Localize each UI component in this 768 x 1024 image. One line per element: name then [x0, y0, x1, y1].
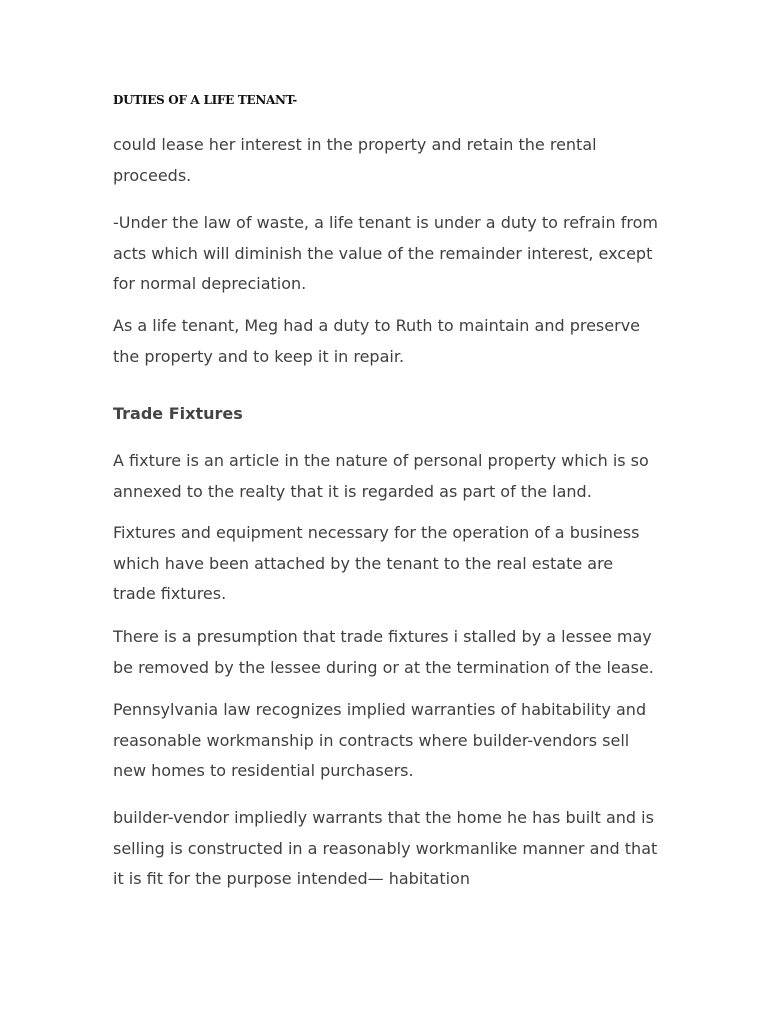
paragraph-duty-to-maintain: As a life tenant, Meg had a duty to Ruth to maintain and preserve the property and to keep it in repair. [113, 316, 640, 366]
paragraph-law-of-waste: -Under the law of waste, a life tenant is under a duty to refrain from acts which will diminish the value of the remainder interest, except for normal depreciation. [113, 213, 658, 293]
paragraph-removal-presumption: There is a presumption that trade fixtures i stalled by a lessee may be removed by the lessee during or at the termination of the lease. [113, 627, 654, 677]
paragraph-fixture-definition: A fixture is an article in the nature of personal property which is so annexed to the realty that it is regarded as part of the land. [113, 451, 649, 501]
document-title: DUTIES OF A LIFE TENANT- [113, 93, 297, 107]
paragraph-lease-interest: could lease her interest in the property and retain the rental proceeds. [113, 135, 597, 185]
paragraph-implied-warranties: Pennsylvania law recognizes implied warranties of habitability and reasonable workmanship in contracts where builder-vendors sell new homes to residential purchasers. [113, 700, 647, 780]
section-heading-trade-fixtures: Trade Fixtures [113, 404, 243, 423]
paragraph-builder-vendor-warranty: builder-vendor impliedly warrants that the home he has built and is selling is constructed in a reasonably workmanlike manner and that it is fit for the purpose intended— habitation [113, 808, 658, 888]
paragraph-trade-fixtures-definition: Fixtures and equipment necessary for the operation of a business which have been attached by the tenant to the real estate are trade fixtures. [113, 523, 640, 603]
